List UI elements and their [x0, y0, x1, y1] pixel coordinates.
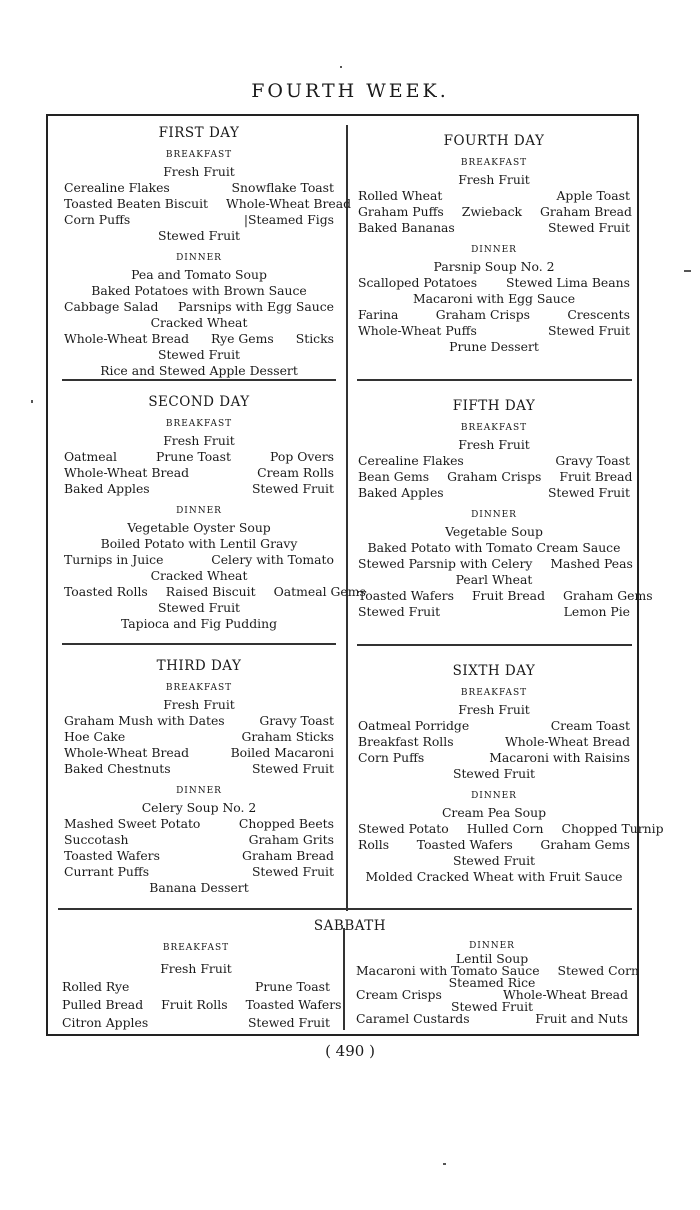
menu-row	[352, 805, 636, 821]
margin-mark	[684, 270, 691, 272]
menu-item: Raised Biscuit	[165, 584, 256, 599]
menu-item: Scalloped Potatoes	[358, 275, 478, 290]
menu-item: Stewed Fruit	[547, 323, 630, 338]
menu-item: Graham Crisps	[435, 307, 530, 322]
menu-item: Boiled Potato with Lentil Gravy	[100, 536, 298, 551]
menu-item: Whole-Wheat Bread	[64, 465, 190, 480]
menu-item: Fruit Bread	[471, 588, 545, 603]
menu-row	[352, 837, 636, 853]
menu-row	[352, 853, 636, 869]
menu-row	[352, 188, 636, 204]
menu-item: Caramel Custards	[356, 1011, 470, 1026]
menu-item: Breakfast Rolls	[358, 734, 454, 749]
margin-mark	[31, 400, 33, 403]
menu-item: Stewed Fruit	[251, 864, 334, 879]
menu-item: Bean Gems	[358, 469, 430, 484]
menu-row	[58, 600, 340, 616]
menu-row	[352, 702, 636, 718]
menu-item: Sticks	[295, 331, 334, 346]
menu-item: Stewed Corn	[557, 963, 639, 978]
menu-row	[352, 734, 636, 750]
menu-item: Currant Puffs	[64, 864, 150, 879]
menu-row	[350, 1013, 634, 1025]
menu-item: Baked Bananas	[358, 220, 455, 235]
menu-row	[58, 363, 340, 379]
menu-item: Pea and Tomato Soup	[131, 267, 267, 282]
margin-mark	[340, 66, 342, 68]
menu-item: Pulled Bread	[62, 997, 144, 1012]
menu-item: Cream Rolls	[257, 465, 334, 480]
menu-item: Whole-Wheat Puffs	[358, 323, 477, 338]
menu-row	[352, 453, 636, 469]
menu-row	[58, 520, 340, 536]
menu-item: Fresh Fruit	[458, 702, 530, 717]
menu-item: Stewed Fruit	[157, 228, 241, 243]
dinner-label: DINNER	[469, 941, 515, 951]
menu-item: Baked Potatoes with Brown Sauce	[91, 283, 307, 298]
menu-item: Whole-Wheat Bread	[502, 987, 628, 1002]
breakfast-label: BREAKFAST	[162, 943, 230, 953]
menu-item: Prune Toast	[255, 979, 330, 994]
sabbath-dinner	[350, 939, 639, 1026]
menu-item: Cracked Wheat	[150, 568, 248, 583]
menu-item: Stewed Fruit	[452, 766, 536, 781]
menu-item: Fresh Fruit	[160, 961, 232, 976]
menu-item: Gravy Toast	[259, 713, 334, 728]
menu-row	[58, 536, 340, 552]
menu-item: Prune Dessert	[449, 339, 539, 354]
menu-row	[56, 1014, 336, 1032]
breakfast-label: BREAKFAST	[165, 683, 233, 693]
menu-item: Vegetable Oyster Soup	[127, 520, 271, 535]
menu-row	[352, 339, 636, 355]
menu-row	[58, 283, 340, 299]
menu-item: Graham Crisps	[447, 469, 542, 484]
menu-item: Zwieback	[461, 204, 523, 219]
menu-row	[352, 323, 636, 339]
menu-row	[352, 540, 636, 556]
menu-item: Stewed Fruit	[547, 220, 630, 235]
menu-row	[352, 204, 636, 220]
menu-item: Stewed Fruit	[452, 853, 536, 868]
menu-item: Steamed Rice	[448, 975, 536, 990]
menu-item: Toasted Wafers	[64, 848, 160, 863]
menu-item: Toasted Rolls	[64, 584, 148, 599]
menu-row	[58, 616, 340, 632]
menu-item: Stewed Fruit	[251, 761, 334, 776]
dinner-label: DINNER	[471, 510, 517, 520]
menu-item: Pop Overs	[270, 449, 334, 464]
menu-item: Cream Crisps	[356, 987, 442, 1002]
menu-item: Cerealine Flakes	[64, 180, 170, 195]
menu-item: Whole-Wheat Bread	[64, 331, 190, 346]
menu-row	[58, 228, 340, 244]
menu-item: Fruit and Nuts	[535, 1011, 628, 1026]
menu-row	[58, 697, 340, 713]
menu-row	[58, 568, 340, 584]
menu-item: Fruit Bread	[559, 469, 633, 484]
menu-item: Hulled Corn	[466, 821, 544, 836]
sabbath-title: SABBATH	[313, 918, 387, 934]
menu-item: Mashed Peas	[550, 556, 633, 571]
menu-item: Fresh Fruit	[163, 433, 235, 448]
menu-item: Toasted Wafers	[358, 588, 454, 603]
menu-row	[58, 880, 340, 896]
dinner-label: DINNER	[176, 786, 222, 796]
menu-item: Stewed Fruit	[251, 481, 334, 496]
menu-row	[58, 164, 340, 180]
menu-row	[352, 572, 636, 588]
menu-item: Whole-Wheat Bread	[64, 745, 190, 760]
menu-item: Crescents	[567, 307, 630, 322]
menu-item: Whole-Wheat Bread	[226, 196, 352, 211]
menu-row	[58, 196, 352, 212]
menu-item: Gravy Toast	[555, 453, 630, 468]
menu-item: Baked Chestnuts	[64, 761, 171, 776]
dinner-label: DINNER	[176, 253, 222, 263]
menu-row	[352, 259, 636, 275]
menu-item: Graham Bread	[540, 204, 632, 219]
menu-row	[352, 750, 636, 766]
menu-item: Cabbage Salad	[64, 299, 159, 314]
menu-item: Stewed Fruit	[157, 347, 241, 362]
menu-item: Fresh Fruit	[458, 172, 530, 187]
menu-item: Celery Soup No. 2	[141, 800, 257, 815]
menu-item: Corn Puffs	[64, 212, 131, 227]
menu-item: Citron Apples	[62, 1015, 149, 1030]
menu-item: |Steamed Figs	[243, 212, 334, 227]
breakfast-label: BREAKFAST	[460, 688, 528, 698]
menu-row	[58, 481, 340, 497]
menu-row	[352, 869, 636, 885]
menu-item: Snowflake Toast	[231, 180, 334, 195]
menu-item: Stewed Fruit	[450, 999, 534, 1014]
menu-item: Stewed Fruit	[547, 485, 630, 500]
menu-row	[58, 713, 340, 729]
menu-item: Molded Cracked Wheat with Fruit Sauce	[365, 869, 623, 884]
third-day-menu	[58, 658, 340, 896]
menu-row	[352, 485, 636, 501]
menu-item: Rolled Wheat	[358, 188, 443, 203]
menu-row	[352, 821, 664, 837]
menu-row	[352, 766, 636, 782]
day-title: THIRD DAY	[156, 658, 242, 674]
menu-row	[58, 832, 340, 848]
menu-row	[352, 588, 653, 604]
sixth-day-menu	[352, 663, 664, 885]
menu-item: Hoe Cake	[64, 729, 126, 744]
menu-item: Graham Puffs	[358, 204, 444, 219]
menu-item: Graham Sticks	[241, 729, 334, 744]
menu-item: Stewed Fruit	[247, 1015, 330, 1030]
second-day-menu	[58, 394, 366, 632]
first-day-menu	[58, 125, 352, 379]
menu-item: Rolled Rye	[62, 979, 130, 994]
menu-item: Macaroni with Raisins	[489, 750, 630, 765]
menu-item: Cream Toast	[550, 718, 630, 733]
menu-row	[58, 848, 340, 864]
menu-item: Stewed Fruit	[358, 604, 441, 619]
margin-mark	[443, 1163, 446, 1165]
menu-row	[58, 449, 340, 465]
menu-item: Rye Gems	[211, 331, 274, 346]
dinner-label: DINNER	[176, 506, 222, 516]
menu-row	[58, 816, 340, 832]
menu-row	[58, 745, 340, 761]
menu-row	[56, 978, 336, 996]
menu-row	[56, 996, 342, 1014]
menu-item: Lemon Pie	[563, 604, 630, 619]
menu-row	[58, 433, 340, 449]
menu-item: Farina	[358, 307, 399, 322]
section-divider	[62, 643, 336, 645]
breakfast-label: BREAKFAST	[165, 150, 233, 160]
breakfast-label: BREAKFAST	[165, 419, 233, 429]
menu-item: Oatmeal Porridge	[358, 718, 470, 733]
menu-item: Banana Dessert	[149, 880, 249, 895]
menu-item: Stewed Lima Beans	[505, 275, 630, 290]
menu-row	[58, 800, 340, 816]
menu-row	[56, 960, 336, 978]
menu-item: Graham Mush with Dates	[64, 713, 225, 728]
menu-item: Whole-Wheat Bread	[504, 734, 630, 749]
menu-item: Baked Apples	[64, 481, 150, 496]
menu-item: Lentil Soup	[455, 951, 529, 966]
menu-item: Cracked Wheat	[150, 315, 248, 330]
menu-item: Apple Toast	[556, 188, 630, 203]
section-divider	[357, 644, 632, 646]
menu-row	[58, 584, 366, 600]
menu-row	[352, 220, 636, 236]
menu-item: Parsnips with Egg Sauce	[177, 299, 334, 314]
menu-row	[58, 267, 340, 283]
menu-row	[58, 552, 340, 568]
menu-row	[58, 761, 340, 777]
menu-item: Fresh Fruit	[163, 697, 235, 712]
page-number: ( 490 )	[325, 1042, 375, 1060]
menu-row	[352, 604, 636, 620]
dinner-label: DINNER	[471, 791, 517, 801]
menu-item: Stewed Fruit	[157, 600, 241, 615]
day-title: SIXTH DAY	[452, 663, 536, 679]
menu-row	[58, 864, 340, 880]
menu-row	[58, 331, 340, 347]
section-divider	[58, 908, 632, 910]
menu-item: Oatmeal Gems	[273, 584, 366, 599]
menu-row	[352, 307, 636, 323]
fourth-day-menu	[352, 133, 636, 355]
menu-item: Chopped Beets	[238, 816, 334, 831]
menu-item: Corn Puffs	[358, 750, 425, 765]
section-divider	[357, 379, 632, 381]
sabbath-column-divider	[343, 928, 345, 1030]
menu-row	[58, 729, 340, 745]
menu-row	[58, 212, 340, 228]
fifth-day-menu	[352, 398, 653, 620]
menu-item: Parsnip Soup No. 2	[433, 259, 555, 274]
menu-item: Fresh Fruit	[163, 164, 235, 179]
menu-item: Cerealine Flakes	[358, 453, 464, 468]
section-divider	[62, 379, 336, 381]
menu-item: Baked Apples	[358, 485, 444, 500]
menu-row	[352, 556, 636, 572]
menu-item: Toasted Beaten Biscuit	[64, 196, 209, 211]
menu-item: Fruit Rolls	[161, 997, 228, 1012]
menu-row	[58, 315, 340, 331]
menu-row	[58, 180, 340, 196]
menu-item: Rice and Stewed Apple Dessert	[100, 363, 298, 378]
menu-item: Celery with Tomato	[211, 552, 334, 567]
menu-item: Graham Gems	[563, 588, 653, 603]
menu-item: Stewed Parsnip with Celery	[358, 556, 533, 571]
sabbath-breakfast	[56, 939, 342, 1032]
menu-item: Graham Grits	[248, 832, 334, 847]
menu-item: Toasted Wafers	[245, 997, 342, 1012]
column-divider	[346, 125, 348, 911]
menu-item: Toasted Wafers	[416, 837, 513, 852]
menu-item: Cream Pea Soup	[441, 805, 547, 820]
menu-item: Vegetable Soup	[445, 524, 543, 539]
menu-item: Boiled Macaroni	[230, 745, 334, 760]
day-title: FOURTH DAY	[443, 133, 545, 149]
menu-row	[352, 469, 636, 485]
menu-row	[352, 524, 636, 540]
menu-item: Tapioca and Fig Pudding	[120, 616, 278, 631]
day-title: SECOND DAY	[148, 394, 250, 410]
menu-item: Prune Toast	[156, 449, 231, 464]
menu-item: Macaroni with Egg Sauce	[412, 291, 576, 306]
menu-item: Graham Gems	[540, 837, 630, 852]
day-title: FIRST DAY	[158, 125, 240, 141]
menu-row	[352, 437, 636, 453]
menu-row	[352, 172, 636, 188]
dinner-label: DINNER	[471, 245, 517, 255]
menu-item: Chopped Turnip	[561, 821, 664, 836]
page-title: FOURTH WEEK.	[251, 80, 449, 102]
menu-item: Baked Potato with Tomato Cream Sauce	[367, 540, 621, 555]
menu-row	[58, 465, 340, 481]
menu-item: Fresh Fruit	[458, 437, 530, 452]
menu-row	[352, 718, 636, 734]
menu-row	[58, 347, 340, 363]
menu-item: Mashed Sweet Potato	[64, 816, 201, 831]
menu-item: Graham Bread	[242, 848, 334, 863]
menu-item: Succotash	[64, 832, 129, 847]
menu-item: Macaroni with Tomato Sauce	[356, 963, 540, 978]
menu-row	[58, 299, 340, 315]
menu-item: Stewed Potato	[358, 821, 449, 836]
day-title: FIFTH DAY	[452, 398, 536, 414]
menu-item: Turnips in Juice	[64, 552, 164, 567]
menu-item: Rolls	[358, 837, 390, 852]
menu-item: Pearl Wheat	[455, 572, 533, 587]
menu-item: Oatmeal	[64, 449, 117, 464]
menu-row	[352, 291, 636, 307]
breakfast-label: BREAKFAST	[460, 423, 528, 433]
breakfast-label: BREAKFAST	[460, 158, 528, 168]
menu-row	[352, 275, 636, 291]
